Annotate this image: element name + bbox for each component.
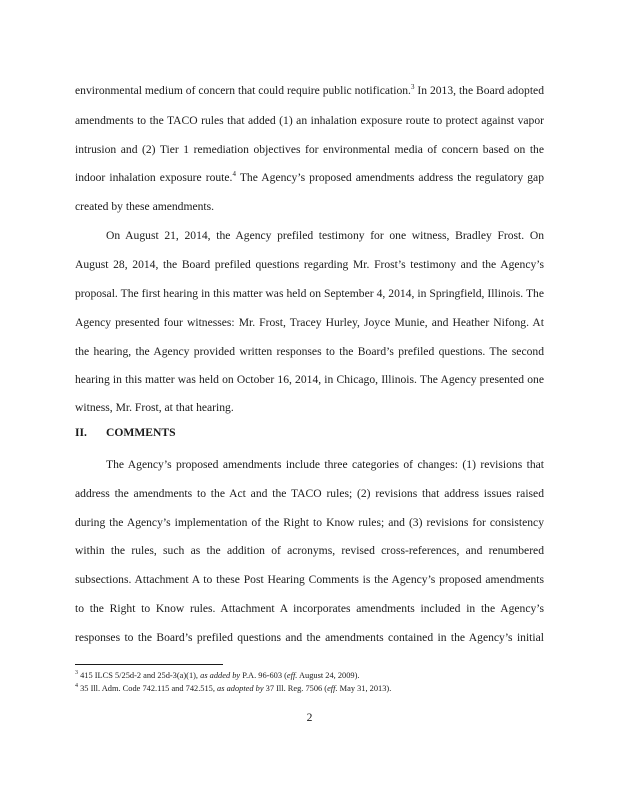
footnote-4: $^4$ 35 Ill. Adm. Code 742.115 and 742.515, as adopted by 37 Ill. Reg. 7506 (eff. May 31, 2013). <box>75 683 392 693</box>
paragraph-2-line-4: Agency presented four witnesses: Mr. Frost, Tracey Hurley, Joyce Munie, and Heather Nifong. At <box>75 316 544 329</box>
paragraph-1-line-3: intrusion and (2) Tier 1 remediation objectives for environmental media of concern based on the <box>75 143 544 156</box>
section-heading <box>75 425 176 441</box>
paragraph-2-line-6: hearing in this matter was held on October 16, 2014, in Chicago, Illinois. The Agency presented one <box>75 373 544 386</box>
paragraph-2-line-5: the hearing, the Agency provided written responses to the Board’s prefiled questions. The second <box>75 345 544 358</box>
paragraph-2-line-2: August 28, 2014, the Board prefiled questions regarding Mr. Frost’s testimony and the Agency’s <box>75 258 544 271</box>
paragraph-2-line-3: proposal. The first hearing in this matter was held on September 4, 2014, in Springfield, Illinois. The <box>75 287 544 300</box>
paragraph-2-line-7: witness, Mr. Frost, at that hearing. <box>75 401 234 414</box>
footnote-3: $^3$ 415 ILCS 5/25d-2 and 25d-3(a)(1), as added by P.A. 96-603 (eff. August 24, 2009). <box>75 670 360 680</box>
paragraph-1-line-2: amendments to the TACO rules that added (1) an inhalation exposure route to protect against vapor <box>75 114 544 127</box>
page-number: 2 <box>306 711 313 724</box>
paragraph-1-line-1: environmental medium of concern that could require public notification.$^3$ In 2013, the Board adopted <box>75 83 544 97</box>
paragraph-3-line-2: address the amendments to the Act and the TACO rules; (2) revisions that address issues raised <box>75 487 544 500</box>
paragraph-3-line-4: within the rules, such as the addition of acronyms, revised cross-references, and renumbered <box>75 544 544 557</box>
paragraph-3-line-6: to the Right to Know rules. Attachment A incorporates amendments included in the Agency’s <box>75 602 544 615</box>
paragraph-3-line-5: subsections. Attachment A to these Post Hearing Comments is the Agency’s proposed amendments <box>75 573 544 586</box>
section-number: II. <box>75 426 87 439</box>
section-title: COMMENTS <box>106 426 176 439</box>
paragraph-2-line-1: On August 21, 2014, the Agency prefiled testimony for one witness, Bradley Frost. On <box>106 229 544 242</box>
paragraph-1-line-5: created by these amendments. <box>75 200 215 213</box>
footnote-ref-3[interactable]: 3 <box>410 83 415 92</box>
paragraph-3-line-3: during the Agency’s implementation of the Right to Know rules; and (3) revisions for consistency <box>75 516 544 529</box>
paragraph-3-line-7: responses to the Board’s prefiled questions and the amendments contained in the Agency’s initial <box>75 631 544 644</box>
paragraph-1-line-4: indoor inhalation exposure route.$^4$ The Agency’s proposed amendments address the regulatory gap <box>75 170 544 184</box>
footnote-divider <box>75 664 223 665</box>
footnote-ref-4[interactable]: 4 <box>232 170 236 179</box>
paragraph-3-line-1: The Agency’s proposed amendments include three categories of changes: (1) revisions that <box>106 458 544 471</box>
